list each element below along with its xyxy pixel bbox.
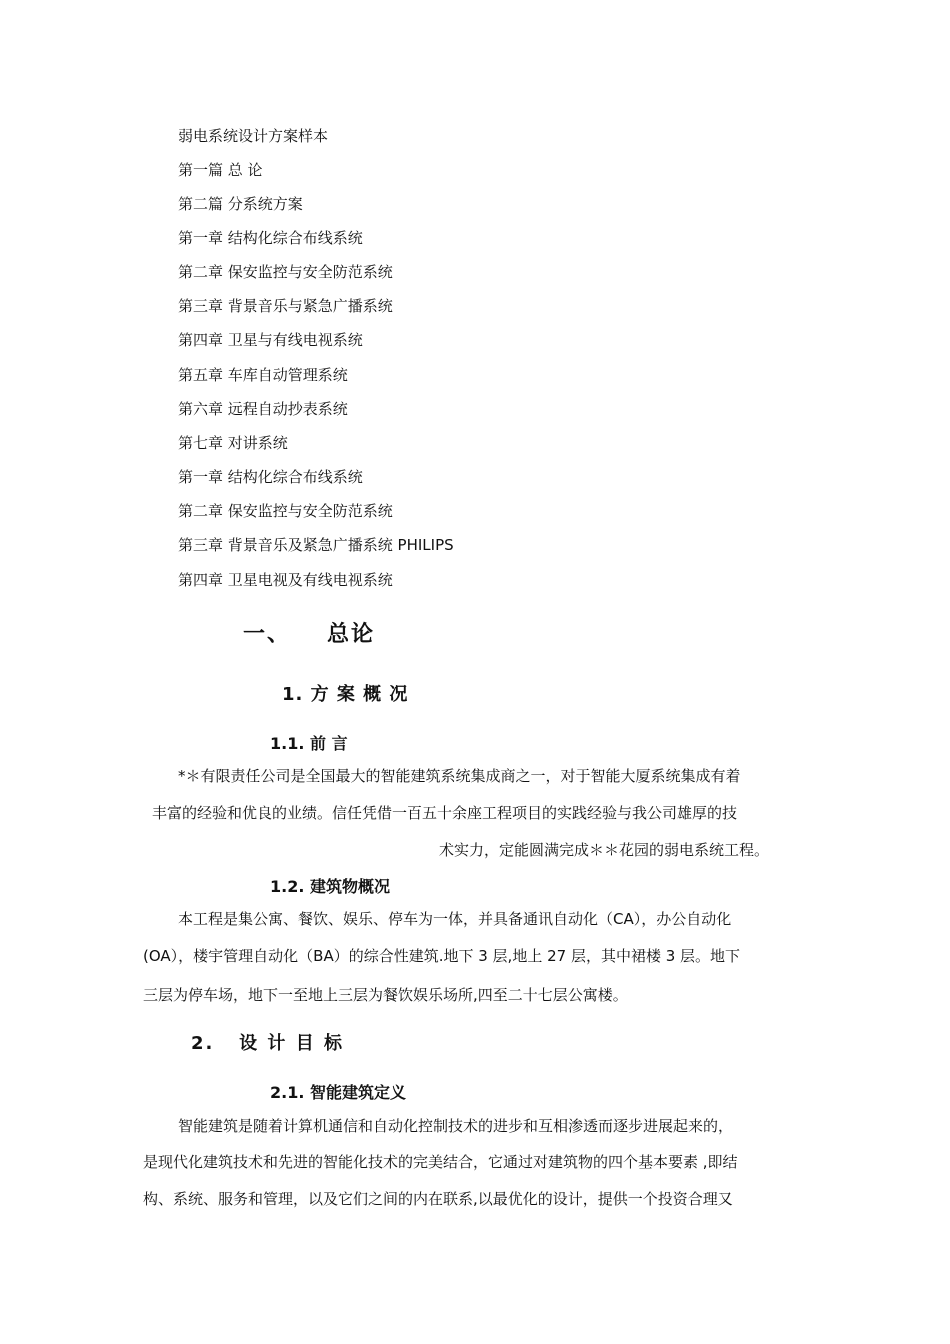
- doc-title: 弱电系统设计方案样本: [178, 127, 329, 145]
- part-heading: [243, 617, 375, 648]
- part-title: 总论: [327, 622, 376, 647]
- toc-item: 第七章 对讲系统: [178, 434, 288, 452]
- toc-item: 第五章 车库自动管理系统: [178, 366, 348, 384]
- section-heading: 1. 方 案 概 况: [282, 684, 409, 705]
- part-number: 一、: [243, 622, 292, 647]
- paragraph-line: *＊有限责任公司是全国最大的智能建筑系统集成商之一，对于智能大厦系统集成有着: [178, 767, 741, 785]
- toc-item: 第二章 保安监控与安全防范系统: [178, 502, 393, 520]
- toc-item: 第二章 保安监控与安全防范系统: [178, 263, 393, 281]
- toc-item: 第一章 结构化综合布线系统: [178, 468, 363, 486]
- toc-item: 第六章 远程自动抄表系统: [178, 400, 348, 418]
- paragraph-line: 是现代化建筑技术和先进的智能化技术的完美结合，它通过对建筑物的四个基本要素 ,即结: [143, 1153, 738, 1171]
- paragraph-line: 丰富的经验和优良的业绩。信任凭借一百五十余座工程项目的实践经验与我公司雄厚的技: [152, 804, 738, 822]
- subsection-heading: 1.1. 前 言: [270, 734, 348, 753]
- paragraph-line: (OA），楼宇管理自动化（BA）的综合性建筑.地下 3 层,地上 27 层，其中裙楼 3 层。地下: [143, 947, 741, 965]
- paragraph-line: 术实力，定能圆满完成＊＊花园的弱电系统工程。: [439, 841, 770, 859]
- section-heading: 2. 设 计 目 标: [191, 1033, 344, 1054]
- paragraph-line: 智能建筑是随着计算机通信和自动化控制技术的进步和互相渗透而逐步进展起来的，: [178, 1117, 734, 1135]
- subsection-heading: 1.2. 建筑物概况: [270, 877, 390, 896]
- toc-item: 第二篇 分系统方案: [178, 195, 303, 213]
- toc-item: 第四章 卫星电视及有线电视系统: [178, 571, 393, 589]
- toc-item: 第三章 背景音乐与紧急广播系统: [178, 297, 393, 315]
- toc-item: 第一章 结构化综合布线系统: [178, 229, 363, 247]
- paragraph-line: 本工程是集公寓、餐饮、娱乐、停车为一体，并具备通讯自动化（CA），办公自动化: [178, 910, 732, 928]
- paragraph-line: 三层为停车场，地下一至地上三层为餐饮娱乐场所,四至二十七层公寓楼。: [143, 986, 628, 1004]
- paragraph-line: 构、系统、服务和管理，以及它们之间的内在联系,以最优化的设计，提供一个投资合理又: [143, 1190, 733, 1208]
- toc-item: 第三章 背景音乐及紧急广播系统 PHILIPS: [178, 536, 454, 554]
- toc-item: 第四章 卫星与有线电视系统: [178, 331, 363, 349]
- subsection-heading: 2.1. 智能建筑定义: [270, 1083, 406, 1102]
- toc-item: 第一篇 总 论: [178, 161, 263, 179]
